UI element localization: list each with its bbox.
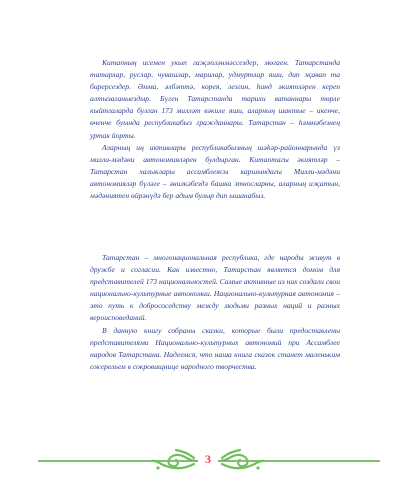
russian-paragraph-1: Татарстан – многонациональная республика, где народы живут в дружбе и согласии. Как известно, Татарстан является домом для представителей 173 национальностей. Самые активные из них создали свои национально-культурные автономии. Национально-культурная автономия – это путь к добрососедству между людьми разных наций и разных вероисповеданий. xyxy=(90,253,340,323)
tatar-paragraph-2: Аларның иң активлары республикабызның шәһәр-районнарында үз милли-мәдәни автономияләрен булдырган. Китаптагы әкиятләр – Татарстан халыклары ассамблеясы каршындагы Милли-мәдәни автономияләр бүләге – әнилкәбездә башка этносларны, аларның иҗатын, мәдәниятен өйрәнүдә бер адым булыр дип ышанабыз. xyxy=(90,142,340,201)
page-number: 3 xyxy=(198,451,218,467)
russian-text-section xyxy=(90,252,340,373)
tatar-paragraph-1: Китапның исемен укып гаҗәпләнмәссездер, мөгаен. Татарстанда татарлар, руслар, чувашлар, марилар, удмуртлар яши, дип җавап та бирерсездер. Әмма, әлбәттә, корея, лезгин, һинд әкиятләрен кереп алтызаганыездыр. Бүген Татарстанда тарихи ватаннары төрле кыйтгаларда булган 173 милләт вәкиле яши, аларның шактые – икенче, өченче буында республикабыз гражданнары. Татарстан – һәммәбезнең уртак йорты. xyxy=(90,58,340,140)
russian-paragraph-2: В данную книгу собраны сказки, которые были предоставлены представителями Национально-культурных автономий при Ассамблее народов Татарстана. Надеемся, что наша книга сказок станет маленьким ожерельем в сокровищнице народного творчества. xyxy=(90,325,340,371)
tatar-text-section xyxy=(90,57,340,202)
